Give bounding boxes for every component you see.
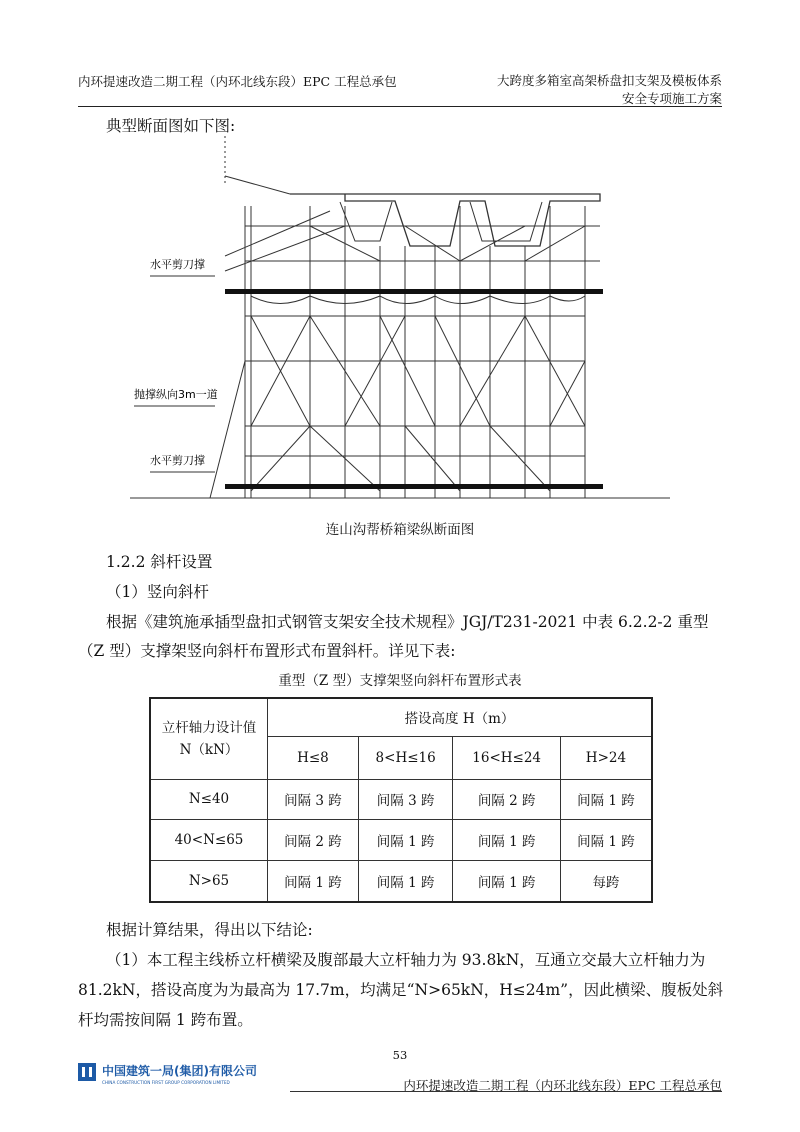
conclusion-intro: 根据计算结果，得出以下结论: bbox=[106, 921, 313, 939]
table-cell: 间隔 1 跨 bbox=[358, 860, 453, 902]
conclusion-line-3: 杆均需按间隔 1 跨布置。 bbox=[78, 1011, 253, 1029]
table-col-header: 8<H≤16 bbox=[358, 736, 453, 779]
conclusion-line-2: 81.2kN，搭设高度为为最高为 17.7m，均满足“N>65kN，H≤24m”，因此横梁、腹板处斜 bbox=[78, 981, 724, 999]
table-cell: 间隔 1 跨 bbox=[453, 860, 560, 902]
table-cell: 间隔 3 跨 bbox=[358, 779, 453, 820]
table-row bbox=[150, 820, 652, 861]
table-cell: 间隔 1 跨 bbox=[453, 820, 560, 861]
footer-project-title: 内环提速改造二期工程（内环北线东段）EPC 工程总承包 bbox=[403, 1078, 722, 1093]
subsection-heading: （1）竖向斜杆 bbox=[106, 583, 209, 601]
label-top-horizontal-brace: 水平剪刀撑 bbox=[150, 258, 205, 271]
top-horizontal-brace-bar bbox=[225, 289, 603, 294]
label-bottom-horizontal-brace: 水平剪刀撑 bbox=[150, 454, 205, 467]
table-title: 重型（Z 型）支撑架竖向斜杆布置形式表 bbox=[278, 673, 522, 689]
table-row-label: N≤40 bbox=[150, 779, 268, 820]
conclusion-line-1: （1）本工程主线桥立杆横梁及腹部最大立杆轴力为 93.8kN，互通立交最大立杆轴力为 bbox=[106, 951, 706, 969]
diagonal-layout-table bbox=[149, 697, 653, 903]
svg-text:CHINA CONSTRUCTION FIRST GROUP: CHINA CONSTRUCTION FIRST GROUP CORPORATION LIMITED bbox=[102, 1080, 230, 1085]
header-document-title bbox=[497, 72, 722, 108]
row-header-line2: N（kN） bbox=[179, 741, 239, 758]
table-row bbox=[150, 860, 652, 902]
table-row bbox=[150, 779, 652, 820]
table-row-header bbox=[150, 698, 268, 779]
table-cell: 间隔 1 跨 bbox=[268, 860, 359, 902]
intro-text: 典型断面图如下图: bbox=[106, 117, 236, 135]
table-cell: 每跨 bbox=[560, 860, 652, 902]
table-cell: 间隔 2 跨 bbox=[453, 779, 560, 820]
table-row-label: N>65 bbox=[150, 860, 268, 902]
row-header-line1: 立杆轴力设计值 bbox=[161, 719, 257, 736]
label-longitudinal-brace: 抛撑纵向3m一道 bbox=[134, 388, 218, 401]
paragraph-1-line-1: 根据《建筑施承插型盘扣式钢管支架安全技术规程》JGJ/T231-2021 中表 6.2.2-2 重型 bbox=[106, 613, 709, 631]
box-girder-section-diagram bbox=[130, 136, 670, 511]
table-col-header: H>24 bbox=[560, 736, 652, 779]
table-cell: 间隔 1 跨 bbox=[560, 820, 652, 861]
company-logo bbox=[78, 1060, 288, 1086]
table-col-group-header: 搭设高度 H（m） bbox=[268, 698, 653, 736]
section-heading: 1.2.2 斜杆设置 bbox=[106, 553, 213, 571]
header-title-line2: 安全专项施工方案 bbox=[621, 91, 722, 106]
table-cell: 间隔 1 跨 bbox=[358, 820, 453, 861]
header-project-title: 内环提速改造二期工程（内环北线东段）EPC 工程总承包 bbox=[78, 74, 397, 89]
table-row-label: 40<N≤65 bbox=[150, 820, 268, 861]
table-col-header: H≤8 bbox=[268, 736, 359, 779]
table-cell: 间隔 3 跨 bbox=[268, 779, 359, 820]
paragraph-1-line-2: （Z 型）支撑架竖向斜杆布置形式布置斜杆。详见下表: bbox=[78, 642, 456, 660]
bottom-horizontal-brace-bar bbox=[225, 484, 603, 489]
header-rule bbox=[78, 106, 722, 107]
table-cell: 间隔 1 跨 bbox=[560, 779, 652, 820]
page-number: 53 bbox=[392, 1048, 408, 1062]
figure-caption: 连山沟帮桥箱梁纵断面图 bbox=[325, 522, 475, 538]
table-col-header: 16<H≤24 bbox=[453, 736, 560, 779]
table-cell: 间隔 2 跨 bbox=[268, 820, 359, 861]
header-title-line1: 大跨度多箱室高架桥盘扣支架及模板体系 bbox=[496, 73, 722, 88]
svg-text:中国建筑一局(集团)有限公司: 中国建筑一局(集团)有限公司 bbox=[102, 1064, 257, 1078]
